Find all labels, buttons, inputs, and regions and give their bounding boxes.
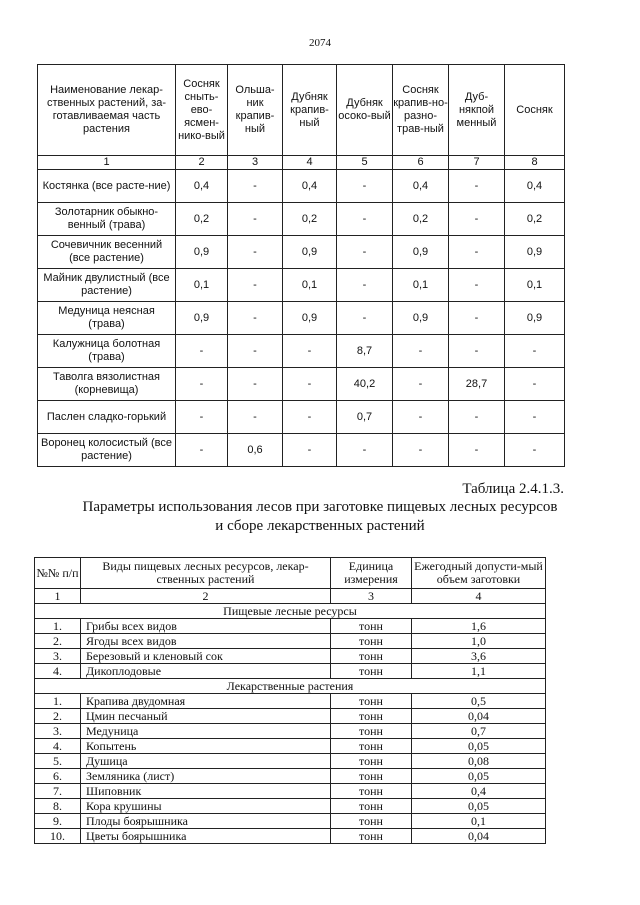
- table1-column-number: 6: [393, 156, 449, 170]
- table-row: [35, 814, 546, 829]
- volume-cell: 0,05: [412, 769, 546, 784]
- row-number-cell: 1.: [35, 694, 81, 709]
- value-cell: -: [393, 335, 449, 368]
- resource-name-cell: Цветы боярышника: [81, 829, 331, 844]
- value-cell: -: [176, 368, 228, 401]
- value-cell: 0,1: [283, 269, 337, 302]
- resource-name-cell: Земляника (лист): [81, 769, 331, 784]
- volume-cell: 1,0: [412, 634, 546, 649]
- plant-name-cell: Таволга вязолистная (корневища): [38, 368, 176, 401]
- table-row: [35, 664, 546, 679]
- value-cell: 28,7: [449, 368, 505, 401]
- volume-cell: 0,04: [412, 829, 546, 844]
- unit-cell: тонн: [331, 799, 412, 814]
- section-row: [35, 679, 546, 694]
- table2-header-cell: Ежегодный допусти-мый объем заготовки: [412, 558, 546, 589]
- table1-header-row: [38, 65, 565, 156]
- volume-cell: 0,5: [412, 694, 546, 709]
- value-cell: -: [449, 269, 505, 302]
- table-row: [35, 709, 546, 724]
- resource-name-cell: Шиповник: [81, 784, 331, 799]
- value-cell: 0,9: [393, 236, 449, 269]
- plant-name-cell: Воронец колосистый (все растение): [38, 434, 176, 467]
- value-cell: 0,9: [283, 302, 337, 335]
- value-cell: 0,9: [505, 236, 565, 269]
- value-cell: -: [337, 269, 393, 302]
- resource-name-cell: Кора крушины: [81, 799, 331, 814]
- row-number-cell: 1.: [35, 619, 81, 634]
- value-cell: 0,7: [337, 401, 393, 434]
- plant-name-cell: Паслен сладко-горький: [38, 401, 176, 434]
- value-cell: -: [449, 302, 505, 335]
- plant-name-cell: Золотарник обыкно-венный (трава): [38, 203, 176, 236]
- table1-column-number: 3: [228, 156, 283, 170]
- table-row: [35, 649, 546, 664]
- value-cell: -: [176, 434, 228, 467]
- row-number-cell: 10.: [35, 829, 81, 844]
- unit-cell: тонн: [331, 769, 412, 784]
- volume-cell: 0,1: [412, 814, 546, 829]
- table-row: [38, 434, 565, 467]
- row-number-cell: 3.: [35, 724, 81, 739]
- page-number: 2074: [309, 37, 331, 49]
- value-cell: 0,1: [393, 269, 449, 302]
- value-cell: -: [228, 368, 283, 401]
- table1-column-number: 8: [505, 156, 565, 170]
- volume-cell: 1,6: [412, 619, 546, 634]
- value-cell: 0,6: [228, 434, 283, 467]
- table-row: [35, 784, 546, 799]
- resource-name-cell: Дикоплодовые: [81, 664, 331, 679]
- table1-header-cell: Сосняк сныть-ево-ясмен-нико-вый: [176, 65, 228, 156]
- value-cell: 0,4: [505, 170, 565, 203]
- section-title: Пищевые лесные ресурсы: [35, 604, 546, 619]
- unit-cell: тонн: [331, 724, 412, 739]
- value-cell: 40,2: [337, 368, 393, 401]
- row-number-cell: 7.: [35, 784, 81, 799]
- row-number-cell: 2.: [35, 634, 81, 649]
- value-cell: 0,9: [176, 236, 228, 269]
- table-row: [38, 401, 565, 434]
- value-cell: 0,1: [176, 269, 228, 302]
- table1-body: [38, 170, 565, 467]
- table-row: [38, 203, 565, 236]
- table-row: [35, 769, 546, 784]
- table2-header-cell: Виды пищевых лесных ресурсов, лекар-ственных растений: [81, 558, 331, 589]
- value-cell: -: [228, 401, 283, 434]
- table-row: [38, 236, 565, 269]
- table-row: [35, 694, 546, 709]
- table-row: [35, 619, 546, 634]
- table2-column-numbers: [35, 589, 546, 604]
- table2-header-cell: Единица измерения: [331, 558, 412, 589]
- value-cell: -: [228, 170, 283, 203]
- row-number-cell: 6.: [35, 769, 81, 784]
- value-cell: -: [337, 170, 393, 203]
- volume-cell: 0,08: [412, 754, 546, 769]
- resource-name-cell: Копытень: [81, 739, 331, 754]
- table-row: [38, 368, 565, 401]
- value-cell: -: [393, 368, 449, 401]
- value-cell: -: [176, 335, 228, 368]
- value-cell: -: [283, 335, 337, 368]
- table1-column-number: 1: [38, 156, 176, 170]
- table2-column-number: 4: [412, 589, 546, 604]
- table1-column-numbers: [38, 156, 565, 170]
- unit-cell: тонн: [331, 634, 412, 649]
- plant-name-cell: Майник двулистный (все растение): [38, 269, 176, 302]
- value-cell: 0,2: [393, 203, 449, 236]
- row-number-cell: 4.: [35, 664, 81, 679]
- resource-name-cell: Медуница: [81, 724, 331, 739]
- value-cell: -: [449, 401, 505, 434]
- volume-cell: 0,7: [412, 724, 546, 739]
- table2-header-cell: №№ п/п: [35, 558, 81, 589]
- table1-header-cell: Дубняк крапив-ный: [283, 65, 337, 156]
- resource-name-cell: Крапива двудомная: [81, 694, 331, 709]
- unit-cell: тонн: [331, 664, 412, 679]
- table-row: [35, 799, 546, 814]
- value-cell: -: [228, 269, 283, 302]
- value-cell: 0,9: [393, 302, 449, 335]
- volume-cell: 0,05: [412, 739, 546, 754]
- unit-cell: тонн: [331, 649, 412, 664]
- value-cell: 0,4: [283, 170, 337, 203]
- table-row: [38, 335, 565, 368]
- value-cell: -: [449, 434, 505, 467]
- resource-name-cell: Цмин песчаный: [81, 709, 331, 724]
- row-number-cell: 2.: [35, 709, 81, 724]
- value-cell: -: [505, 335, 565, 368]
- table2-column-number: 2: [81, 589, 331, 604]
- value-cell: -: [283, 368, 337, 401]
- unit-cell: тонн: [331, 694, 412, 709]
- table2-label: Таблица 2.4.1.3.: [462, 481, 564, 497]
- row-number-cell: 3.: [35, 649, 81, 664]
- value-cell: 0,1: [505, 269, 565, 302]
- table1-column-number: 4: [283, 156, 337, 170]
- plant-name-cell: Калужница болотная (трава): [38, 335, 176, 368]
- row-number-cell: 9.: [35, 814, 81, 829]
- unit-cell: тонн: [331, 784, 412, 799]
- plant-name-cell: Костянка (все расте-ние): [38, 170, 176, 203]
- table2-column-number: 3: [331, 589, 412, 604]
- table-row: [35, 724, 546, 739]
- volume-cell: 3,6: [412, 649, 546, 664]
- plant-name-cell: Сочевичник весенний (все растение): [38, 236, 176, 269]
- unit-cell: тонн: [331, 754, 412, 769]
- value-cell: 8,7: [337, 335, 393, 368]
- table-row: [38, 170, 565, 203]
- table1-header-cell: Сосняк крапив-но-разно-трав-ный: [393, 65, 449, 156]
- plant-name-cell: Медуница неясная (трава): [38, 302, 176, 335]
- row-number-cell: 5.: [35, 754, 81, 769]
- value-cell: -: [393, 401, 449, 434]
- value-cell: 0,4: [393, 170, 449, 203]
- resource-name-cell: Душица: [81, 754, 331, 769]
- value-cell: -: [449, 203, 505, 236]
- unit-cell: тонн: [331, 829, 412, 844]
- value-cell: -: [449, 170, 505, 203]
- volume-cell: 0,4: [412, 784, 546, 799]
- value-cell: -: [228, 203, 283, 236]
- section-row: [35, 604, 546, 619]
- table2-header-row: [35, 558, 546, 589]
- volume-cell: 0,04: [412, 709, 546, 724]
- row-number-cell: 4.: [35, 739, 81, 754]
- table1-column-number: 2: [176, 156, 228, 170]
- value-cell: 0,9: [283, 236, 337, 269]
- value-cell: 0,2: [505, 203, 565, 236]
- value-cell: -: [283, 401, 337, 434]
- value-cell: -: [337, 236, 393, 269]
- value-cell: -: [228, 302, 283, 335]
- table1-column-number: 7: [449, 156, 505, 170]
- table-row: [35, 754, 546, 769]
- unit-cell: тонн: [331, 619, 412, 634]
- medicinal-plants-table: [37, 64, 565, 467]
- value-cell: -: [449, 335, 505, 368]
- forest-resources-table: [34, 557, 546, 844]
- table1-column-number: 5: [337, 156, 393, 170]
- value-cell: -: [176, 401, 228, 434]
- volume-cell: 1,1: [412, 664, 546, 679]
- table-row: [35, 634, 546, 649]
- table1-header-cell: Наименование лекар-ственных растений, за-готавливаемая часть растения: [38, 65, 176, 156]
- table2-column-number: 1: [35, 589, 81, 604]
- unit-cell: тонн: [331, 739, 412, 754]
- value-cell: -: [337, 302, 393, 335]
- value-cell: -: [228, 236, 283, 269]
- resource-name-cell: Ягоды всех видов: [81, 634, 331, 649]
- section-title: Лекарственные растения: [35, 679, 546, 694]
- table1-header-cell: Дуб-някпой менный: [449, 65, 505, 156]
- table-row: [38, 302, 565, 335]
- row-number-cell: 8.: [35, 799, 81, 814]
- value-cell: -: [505, 368, 565, 401]
- value-cell: 0,2: [283, 203, 337, 236]
- value-cell: 0,2: [176, 203, 228, 236]
- unit-cell: тонн: [331, 814, 412, 829]
- value-cell: 0,9: [176, 302, 228, 335]
- value-cell: -: [505, 434, 565, 467]
- value-cell: -: [337, 434, 393, 467]
- unit-cell: тонн: [331, 709, 412, 724]
- resource-name-cell: Плоды боярышника: [81, 814, 331, 829]
- table-row: [38, 269, 565, 302]
- table2-body: [35, 604, 546, 844]
- value-cell: -: [505, 401, 565, 434]
- table-row: [35, 829, 546, 844]
- table2-caption: Параметры использования лесов при заготовке пищевых лесных ресурсов и сборе лекарственных растений: [82, 499, 558, 534]
- value-cell: 0,9: [505, 302, 565, 335]
- table-row: [35, 739, 546, 754]
- volume-cell: 0,05: [412, 799, 546, 814]
- value-cell: -: [449, 236, 505, 269]
- table1-header-cell: Дубняк осоко-вый: [337, 65, 393, 156]
- value-cell: -: [337, 203, 393, 236]
- resource-name-cell: Грибы всех видов: [81, 619, 331, 634]
- table1-header-cell: Сосняк: [505, 65, 565, 156]
- resource-name-cell: Березовый и кленовый сок: [81, 649, 331, 664]
- table1-header-cell: Ольша-ник крапив-ный: [228, 65, 283, 156]
- value-cell: -: [283, 434, 337, 467]
- value-cell: -: [393, 434, 449, 467]
- value-cell: 0,4: [176, 170, 228, 203]
- value-cell: -: [228, 335, 283, 368]
